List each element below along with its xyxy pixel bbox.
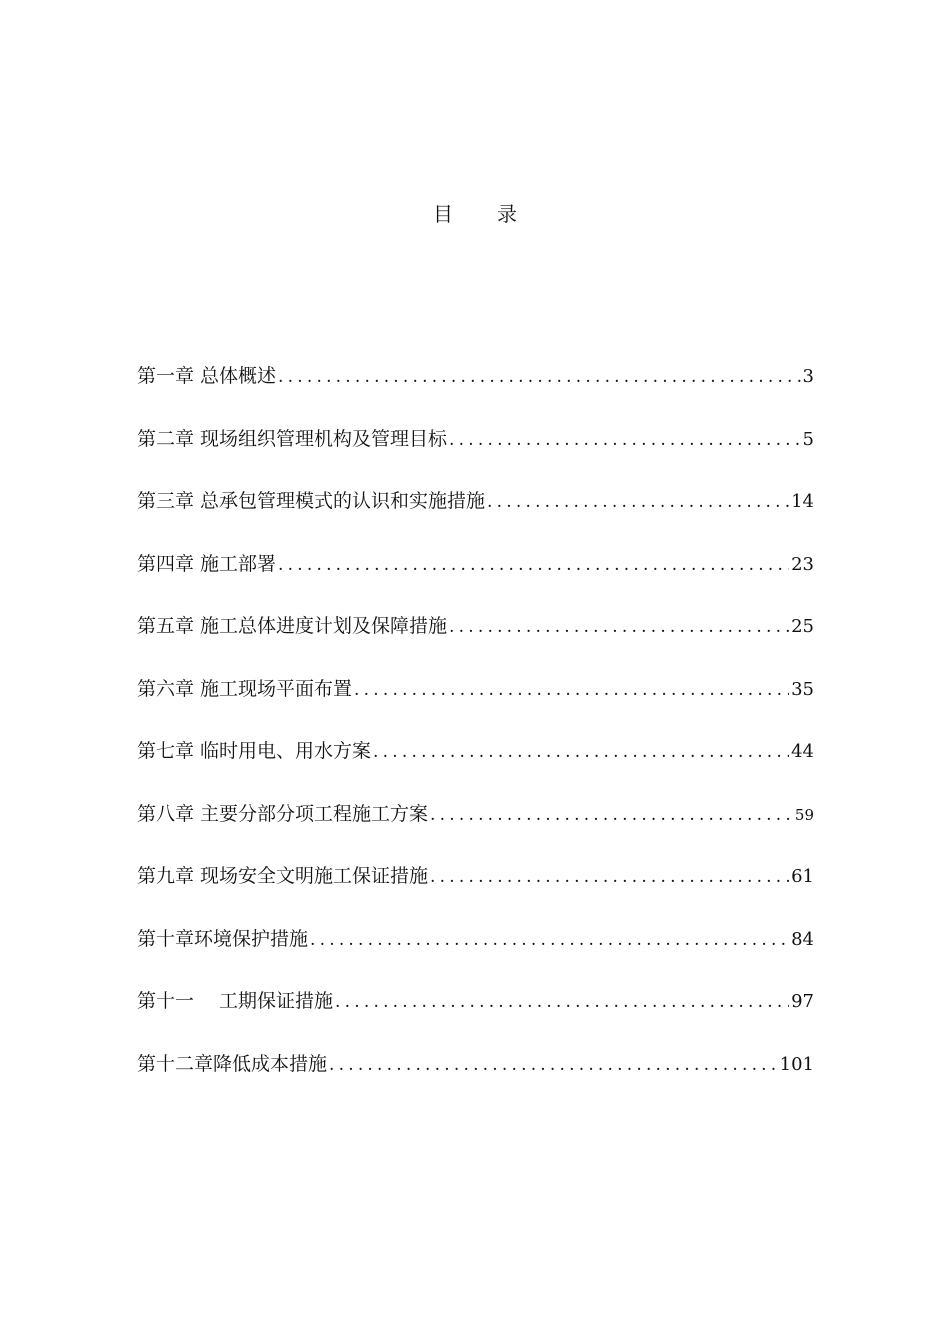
toc-title-char-1: 目 [433, 202, 453, 226]
toc-entry-page: 25 [791, 616, 814, 637]
toc-entry-page: 3 [802, 366, 814, 387]
toc-entry[interactable] [137, 425, 814, 488]
toc-entry-label: 第二章 现场组织管理机构及管理目标 [137, 427, 448, 450]
toc-entry-label: 第十章环境保护措施 [137, 927, 309, 950]
toc-entry[interactable] [137, 362, 814, 425]
toc-entry[interactable] [137, 1050, 814, 1113]
toc-entry-label: 第八章 主要分部分项工程施工方案 [137, 802, 429, 825]
toc-leader-dots [449, 613, 789, 641]
toc-entry-page: 23 [791, 553, 814, 575]
toc-entry-page: 59 [794, 805, 814, 824]
toc-entry-label: 第四章 施工部署 [137, 552, 277, 575]
toc-entry-label: 第六章 施工现场平面布置 [137, 677, 353, 700]
toc-entry-page: 61 [791, 866, 814, 887]
toc-entry[interactable] [137, 550, 814, 613]
toc-list [137, 362, 814, 1112]
toc-entry[interactable] [137, 675, 814, 738]
toc-entry-label: 第一章 总体概述 [137, 365, 277, 387]
toc-entry-page: 35 [791, 678, 814, 700]
toc-entry-label: 第十一 工期保证措施 [137, 990, 334, 1012]
toc-entry-page: 97 [791, 991, 814, 1012]
toc-title [0, 200, 950, 228]
toc-entry[interactable] [137, 925, 814, 988]
toc-leader-dots [373, 738, 789, 766]
toc-entry-page: 5 [802, 428, 814, 450]
toc-entry-label: 第十二章降低成本措施 [137, 1052, 328, 1075]
toc-entry[interactable] [137, 487, 814, 550]
toc-entry-label: 第九章 现场安全文明施工保证措施 [137, 865, 429, 887]
toc-leader-dots [487, 488, 789, 516]
toc-entry-label: 第七章 临时用电、用水方案 [137, 740, 372, 762]
toc-leader-dots [335, 988, 789, 1016]
toc-entry[interactable] [137, 737, 814, 800]
toc-leader-dots [278, 551, 789, 579]
toc-entry[interactable] [137, 800, 814, 863]
toc-entry-label: 第三章 总承包管理模式的认识和实施措施 [137, 490, 486, 512]
toc-leader-dots [354, 676, 789, 704]
toc-entry[interactable] [137, 987, 814, 1050]
toc-title-char-2: 录 [497, 202, 517, 226]
toc-leader-dots [449, 426, 801, 454]
toc-leader-dots [329, 1051, 778, 1079]
toc-entry-page: 44 [791, 741, 814, 762]
toc-entry[interactable] [137, 612, 814, 675]
toc-leader-dots [310, 926, 789, 954]
toc-entry-page: 101 [779, 1053, 814, 1075]
toc-entry-label: 第五章 施工总体进度计划及保障措施 [137, 615, 448, 637]
toc-leader-dots [278, 363, 801, 391]
toc-leader-dots [430, 801, 793, 829]
toc-leader-dots [430, 863, 789, 891]
toc-entry-page: 14 [791, 491, 814, 512]
toc-entry-page: 84 [791, 928, 814, 950]
toc-entry[interactable] [137, 862, 814, 925]
